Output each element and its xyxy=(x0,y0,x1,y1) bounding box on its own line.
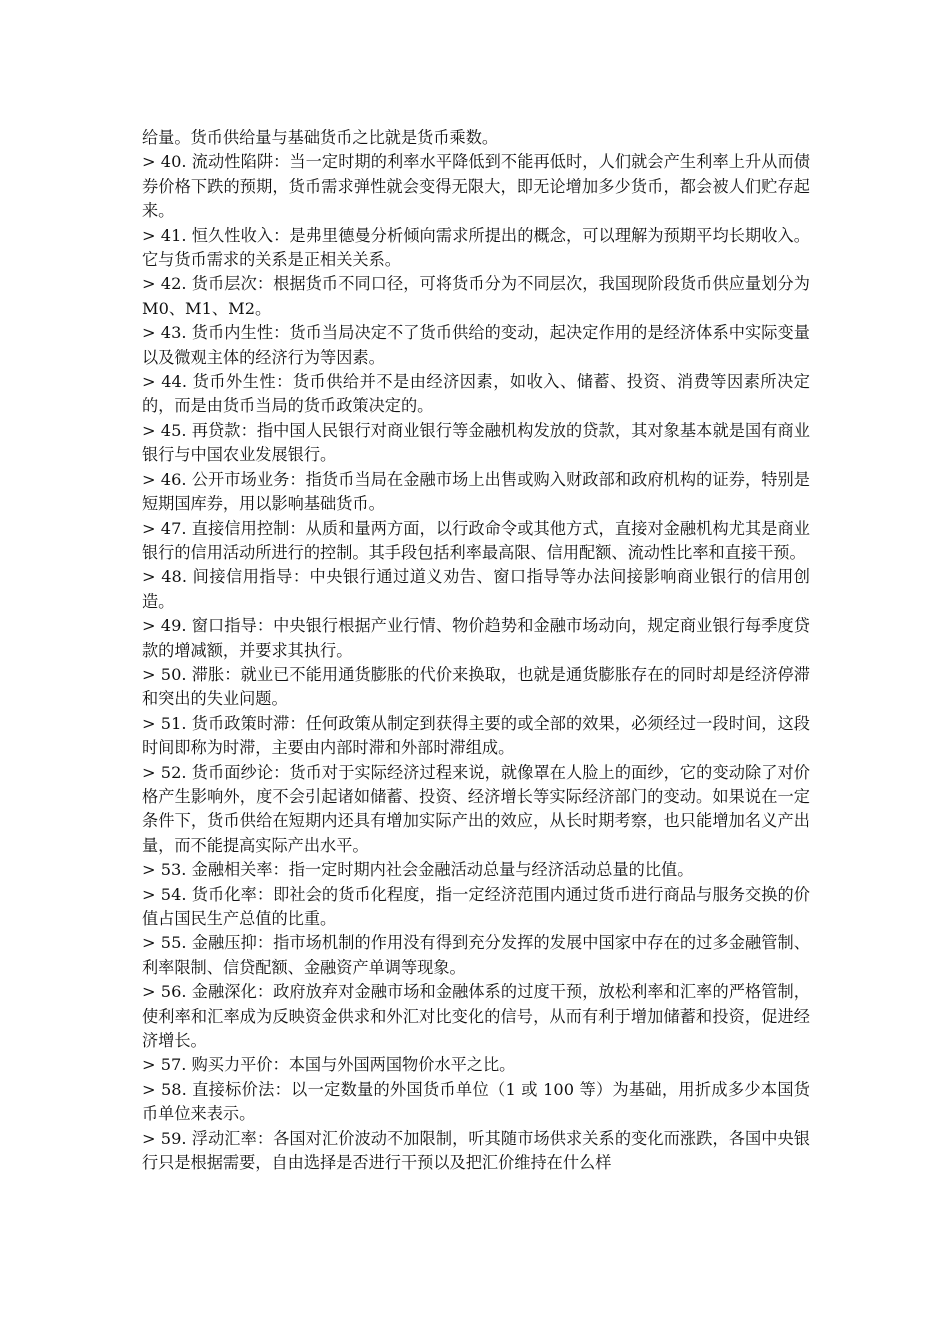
document-body xyxy=(142,126,810,1175)
term-53-financial-interrelation-ratio: > 53. 金融相关率：指一定时期内社会金融活动总量与经济活动总量的比值。 xyxy=(142,860,694,880)
term-54-monetization-ratio: > 54. 货币化率：即社会的货币化程度，指一定经济范围内通过货币进行商品与服务交换的价值占国民生产总值的比重。 xyxy=(142,884,810,928)
term-55-financial-repression: > 55. 金融压抑：指市场机制的作用没有得到充分发挥的发展中国家中存在的过多金融管制、利率限制、信贷配额、金融资产单调等现象。 xyxy=(142,933,810,977)
term-47-direct-credit-control: > 47. 直接信用控制：从质和量两方面，以行政命令或其他方式，直接对金融机构尤其是商业银行的信用活动所进行的控制。其手段包括利率最高限、信用配额、流动性比率和直接干预。 xyxy=(142,518,810,562)
term-58-direct-quotation: > 58. 直接标价法：以一定数量的外国货币单位（1 或 100 等）为基础，用折成多少本国货币单位来表示。 xyxy=(142,1079,810,1124)
term-51-policy-lag: > 51. 货币政策时滞：任何政策从制定到获得主要的或全部的效果，必须经过一段时间，这段时间即称为时滞，主要由内部时滞和外部时滞组成。 xyxy=(142,713,810,758)
term-52-money-veil: > 52. 货币面纱论：货币对于实际经济过程来说，就像罩在人脸上的面纱，它的变动除了对价格产生影响外，度不会引起诸如储蓄、投资、经济增长等实际经济部门的变动。如果说在一定条件下，货币供给在短期内还具有增加实际产出的效应，从长时期考察，也只能增加名义产出量，而不能提高实际产出水平。 xyxy=(142,762,810,855)
term-56-financial-deepening: > 56. 金融深化：政府放弃对金融市场和金融体系的过度干预，放松利率和汇率的严格管制，使利率和汇率成为反映资金供求和外汇对比变化的信号，从而有利于增加储蓄和投资，促进经济增长。 xyxy=(142,982,810,1051)
term-49-window-guidance: > 49. 窗口指导：中央银行根据产业行情、物价趋势和金融市场动向，规定商业银行每季度贷款的增减额，并要求其执行。 xyxy=(142,616,810,660)
term-40-liquidity-trap: > 40. 流动性陷阱：当一定时期的利率水平降低到不能再低时，人们就会产生利率上升从而债券价格下跌的预期，货币需求弹性就会变得无限大，即无论增加多少货币，都会被人们贮存起来。 xyxy=(142,152,810,221)
term-48-indirect-credit-guidance: > 48. 间接信用指导：中央银行通过道义劝告、窗口指导等办法间接影响商业银行的信用创造。 xyxy=(142,567,810,611)
term-44-exogenous-money: > 44. 货币外生性：货币供给并不是由经济因素，如收入、储蓄、投资、消费等因素所决定的，而是由货币当局的货币政策决定的。 xyxy=(142,372,810,416)
paragraph-continuation: 给量。货币供给量与基础货币之比就是货币乘数。 xyxy=(142,128,499,147)
term-41-permanent-income: > 41. 恒久性收入：是弗里德曼分析倾向需求所提出的概念，可以理解为预期平均长期收入。它与货币需求的关系是正相关关系。 xyxy=(142,225,810,270)
term-46-open-market-operations: > 46. 公开市场业务：指货币当局在金融市场上出售或购入财政部和政府机构的证券，特别是短期国库券，用以影响基础货币。 xyxy=(142,469,810,514)
term-43-endogenous-money: > 43. 货币内生性：货币当局决定不了货币供给的变动，起决定作用的是经济体系中实际变量以及微观主体的经济行为等因素。 xyxy=(142,323,810,367)
term-57-purchasing-power-parity: > 57. 购买力平价：本国与外国两国物价水平之比。 xyxy=(142,1055,516,1075)
term-59-floating-exchange-rate: > 59. 浮动汇率：各国对汇价波动不加限制，听其随市场供求关系的变化而涨跌，各国中央银行只是根据需要，自由选择是否进行干预以及把汇价维持在什么样 xyxy=(142,1128,810,1173)
term-50-stagflation: > 50. 滞胀：就业已不能用通货膨胀的代价来换取，也就是通货膨胀存在的同时却是经济停滞和突出的失业问题。 xyxy=(142,664,810,709)
term-42-money-levels: > 42. 货币层次：根据货币不同口径，可将货币分为不同层次，我国现阶段货币供应量划分为 M0、M1、M2。 xyxy=(142,274,810,318)
term-45-relending: > 45. 再贷款：指中国人民银行对商业银行等金融机构发放的贷款，其对象基本就是国有商业银行与中国农业发展银行。 xyxy=(142,420,810,465)
